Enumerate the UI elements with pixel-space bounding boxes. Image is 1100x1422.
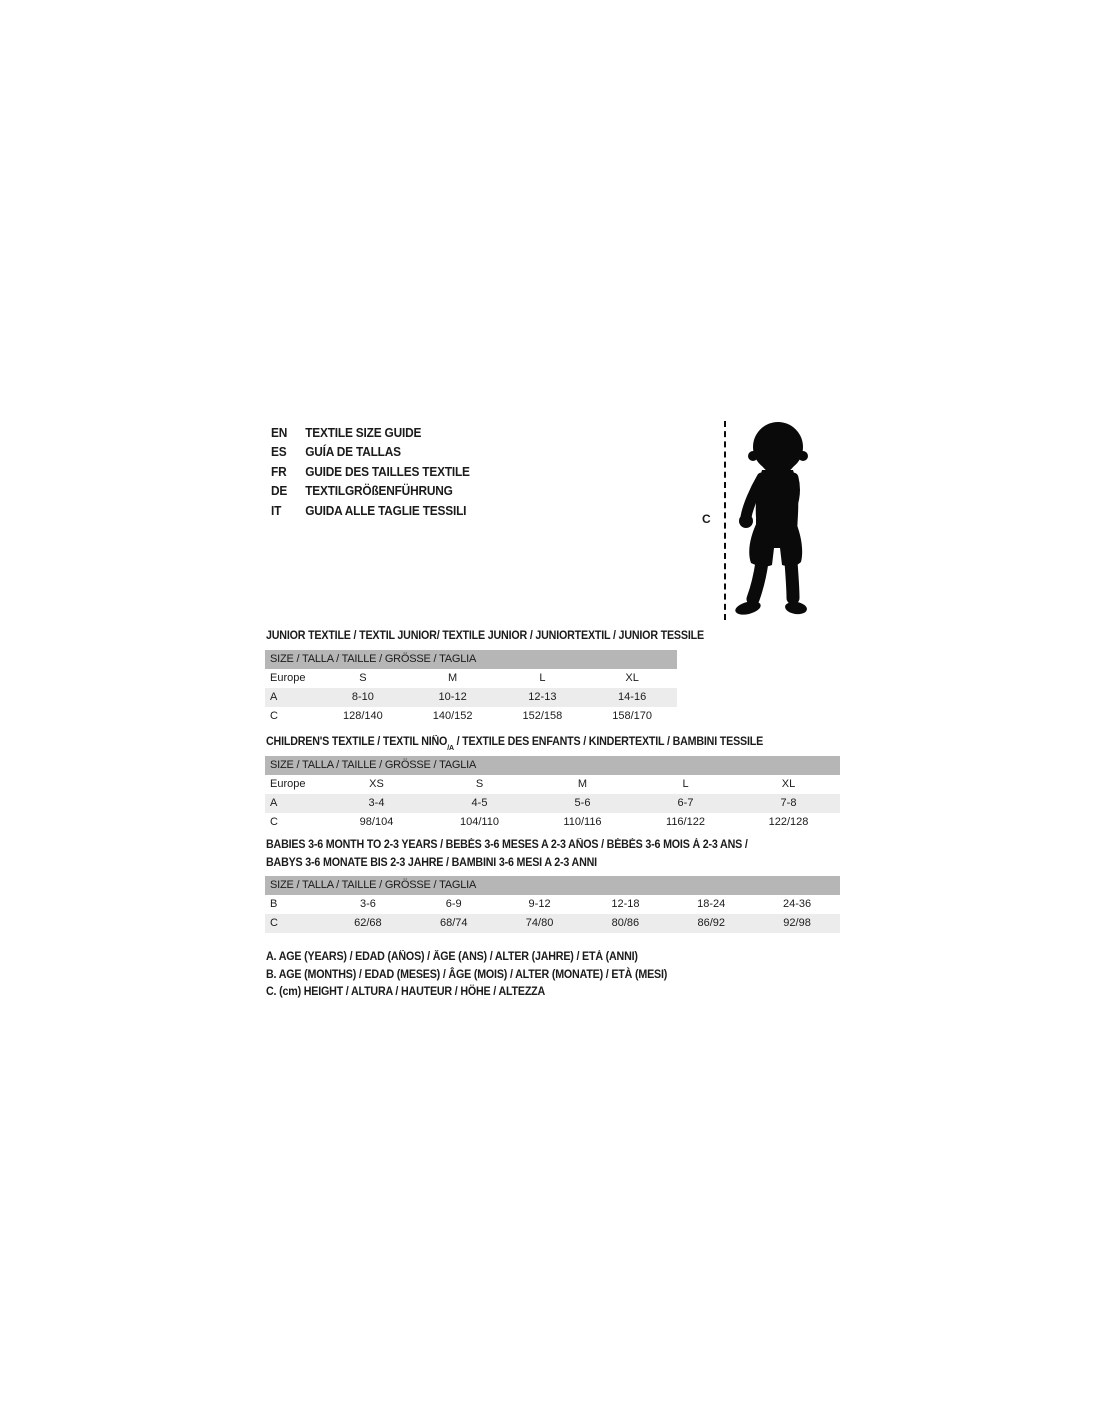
- value-cell: 152/158: [522, 710, 563, 722]
- value-cell: 3-4: [368, 797, 385, 809]
- size-header-band: SIZE / TALLA / TAILLE / GRÖSSE / TAGLIA: [265, 650, 677, 669]
- value-cell: 116/122: [666, 816, 705, 828]
- table-row: [265, 775, 840, 794]
- babies-table-rows: [265, 895, 840, 933]
- value-cell: 140/152: [432, 710, 473, 722]
- lang-code: EN: [271, 426, 288, 440]
- lang-label: GUIDA ALLE TAGLIE TESSILI: [305, 503, 467, 518]
- lang-row-fr: [271, 463, 470, 482]
- value-cell: M: [577, 778, 588, 790]
- size-header-band: SIZE / TALLA / TAILLE / GRÖSSE / TAGLIA: [265, 756, 840, 775]
- height-measure-label: C: [702, 512, 711, 526]
- children-title-sub: /A: [447, 743, 454, 753]
- row-label-cell: C: [270, 917, 278, 929]
- lang-code: IT: [271, 503, 282, 518]
- table-row: [265, 813, 840, 832]
- value-cell: 86/92: [697, 917, 725, 929]
- toddler-silhouette-icon: [733, 420, 819, 620]
- language-legend: [271, 424, 480, 521]
- lang-label: TEXTILGRÖßENFÜHRUNG: [305, 484, 453, 499]
- lang-label: GUÍA DE TALLAS: [305, 445, 401, 460]
- babies-title-line1: BABIES 3-6 MONTH TO 2-3 YEARS / BEBÉS 3-6 MESES A 2-3 AÑOS / BÉBÉS 3-6 MOIS À 2-3 ANS /: [266, 839, 748, 851]
- value-cell: L: [539, 672, 546, 684]
- value-cell: 14-16: [618, 691, 647, 703]
- value-cell: 62/68: [354, 917, 382, 929]
- lang-label: GUIDE DES TAILLES TEXTILE: [305, 464, 470, 479]
- value-cell: 12-13: [528, 691, 557, 703]
- value-cell: 10-12: [438, 691, 467, 703]
- table-row: [265, 707, 677, 726]
- row-label-cell: C: [270, 710, 278, 722]
- lang-code: ES: [271, 445, 287, 460]
- value-cell: 128/140: [342, 710, 383, 722]
- junior-table-rows: [265, 669, 677, 726]
- babies-title-line2: BABYS 3-6 MONATE BIS 2-3 JAHRE / BAMBINI 3-6 MESI A 2-3 ANNI: [266, 856, 597, 869]
- value-cell: 80/86: [611, 917, 640, 929]
- lang-row-it: [271, 502, 470, 521]
- lang-code: FR: [271, 464, 287, 479]
- row-label-cell: Europe: [270, 778, 306, 790]
- value-cell: 12-18: [611, 898, 640, 910]
- value-cell: 7-8: [780, 797, 797, 809]
- value-cell: 24-36: [782, 898, 812, 910]
- children-title-pre: CHILDREN'S TEXTILE / TEXTIL NIÑO: [266, 736, 448, 748]
- junior-section-title: JUNIOR TEXTILE / TEXTIL JUNIOR/ TEXTILE JUNIOR / JUNIORTEXTIL / JUNIOR TESSILE: [266, 630, 704, 642]
- value-cell: 6-7: [677, 797, 694, 809]
- value-cell: 158/170: [612, 710, 652, 722]
- children-title-post: / TEXTILE DES ENFANTS / KINDERTEXTIL / BAMBINI TESSILE: [453, 736, 764, 748]
- lang-row-en: [271, 424, 470, 443]
- footnote-a: A. AGE (YEARS) / EDAD (AÑOS) / ÂGE (ANS) / ALTER (JAHRE) / ETÀ (ANNI): [266, 951, 638, 963]
- height-dashed-line: [724, 421, 726, 620]
- value-cell: 9-12: [528, 898, 551, 910]
- table-row: [265, 895, 840, 914]
- value-cell: 4-5: [471, 797, 488, 809]
- row-label-cell: C: [270, 816, 278, 828]
- value-cell: M: [448, 672, 458, 684]
- lang-row-es: [271, 443, 470, 462]
- value-cell: 74/80: [525, 917, 554, 929]
- children-section-title: [266, 734, 763, 755]
- lang-label: TEXTILE SIZE GUIDE: [305, 426, 422, 440]
- value-cell: 3-6: [359, 898, 376, 910]
- value-cell: 68/74: [439, 917, 468, 929]
- row-label-cell: A: [270, 797, 278, 809]
- size-header-band: SIZE / TALLA / TAILLE / GRÖSSE / TAGLIA: [265, 876, 840, 895]
- footnote-b: B. AGE (MONTHS) / EDAD (MESES) / ÂGE (MOIS) / ALTER (MONATE) / ETÀ (MESI): [266, 968, 668, 981]
- value-cell: 92/98: [783, 917, 811, 929]
- footnotes: [266, 949, 667, 1002]
- row-label-cell: Europe: [270, 672, 306, 684]
- value-cell: 8-10: [351, 691, 374, 703]
- value-cell: S: [475, 778, 484, 790]
- table-row: [265, 914, 840, 933]
- value-cell: XL: [781, 778, 796, 790]
- table-row: [265, 669, 677, 688]
- children-size-table: [265, 756, 840, 832]
- value-cell: 6-9: [445, 898, 462, 910]
- lang-code: DE: [271, 484, 288, 499]
- row-label-cell: B: [270, 898, 278, 910]
- children-table-rows: [265, 775, 840, 832]
- table-row: [265, 688, 677, 707]
- value-cell: XS: [369, 778, 384, 790]
- table-row: [265, 794, 840, 813]
- value-cell: S: [359, 672, 367, 684]
- babies-section-title: [266, 837, 748, 872]
- value-cell: 110/116: [563, 816, 602, 828]
- value-cell: 104/110: [460, 816, 499, 828]
- value-cell: L: [682, 778, 689, 790]
- footnote-c: C. (cm) HEIGHT / ALTURA / HAUTEUR / HÖHE / ALTEZZA: [266, 986, 546, 999]
- junior-size-table: [265, 650, 677, 726]
- value-cell: 98/104: [359, 816, 394, 828]
- row-label-cell: A: [270, 691, 278, 703]
- value-cell: 122/128: [768, 816, 809, 828]
- value-cell: 18-24: [697, 898, 726, 910]
- value-cell: XL: [625, 672, 639, 684]
- value-cell: 5-6: [574, 797, 591, 809]
- babies-size-table: [265, 876, 840, 933]
- lang-row-de: [271, 482, 470, 501]
